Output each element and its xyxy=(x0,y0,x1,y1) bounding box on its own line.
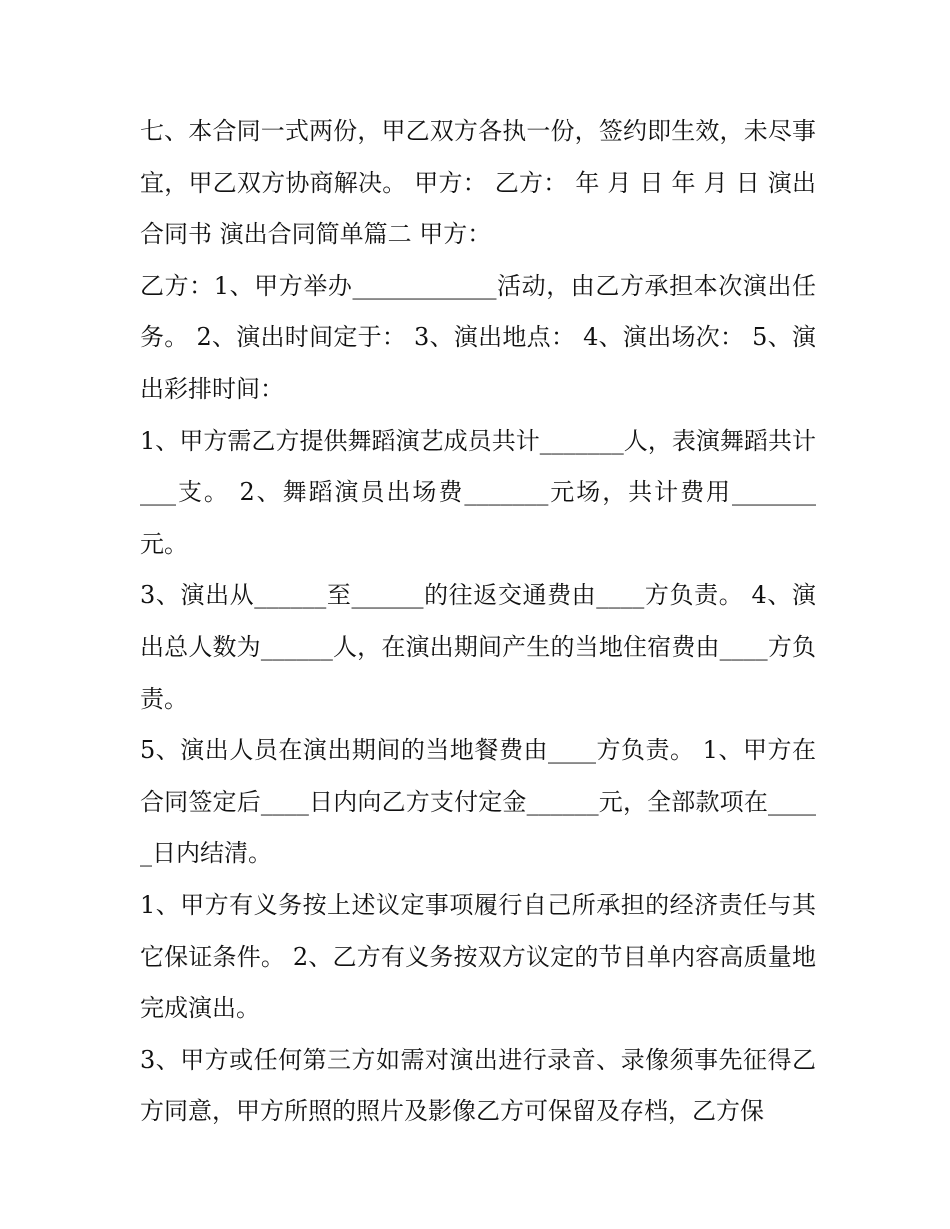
document-body xyxy=(140,106,816,1138)
paragraph-party-b-event: 乙方：1、甲方举办____________活动，由乙方承担本次演出任务。 2、演出时间定于： 3、演出地点： 4、演出场次： 5、演出彩排时间： xyxy=(140,271,816,403)
paragraph-recording: 3、甲方或任何第三方如需对演出进行录音、录像须事先征得乙方同意，甲方所照的照片及影像乙方可保留及存档，乙方保 xyxy=(140,1045,816,1126)
paragraph-dancers-fee: 1、甲方需乙方提供舞蹈演艺成员共计_______人，表演舞蹈共计___支。 2、舞蹈演员出场费_______元场，共计费用_______元。 xyxy=(140,426,816,558)
paragraph-clause-7: 七、本合同一式两份，甲乙双方各执一份，签约即生效，未尽事宜，甲乙双方协商解决。 甲方： 乙方： 年 月 日 年 月 日 演出合同书 演出合同简单篇二 甲方： xyxy=(140,117,816,249)
paragraph-transport-lodging: 3、演出从______至______的往返交通费由____方负责。 4、演出总人数为______人，在演出期间产生的当地住宿费由____方负责。 xyxy=(140,581,816,713)
paragraph-meals-payment: 5、演出人员在演出期间的当地餐费由____方负责。 1、甲方在合同签定后____日内向乙方支付定金______元，全部款项在_____日内结清。 xyxy=(140,736,816,868)
paragraph-obligations: 1、甲方有义务按上述议定事项履行自己所承担的经济责任与其它保证条件。 2、乙方有义务按双方议定的节目单内容高质量地完成演出。 xyxy=(140,890,816,1023)
